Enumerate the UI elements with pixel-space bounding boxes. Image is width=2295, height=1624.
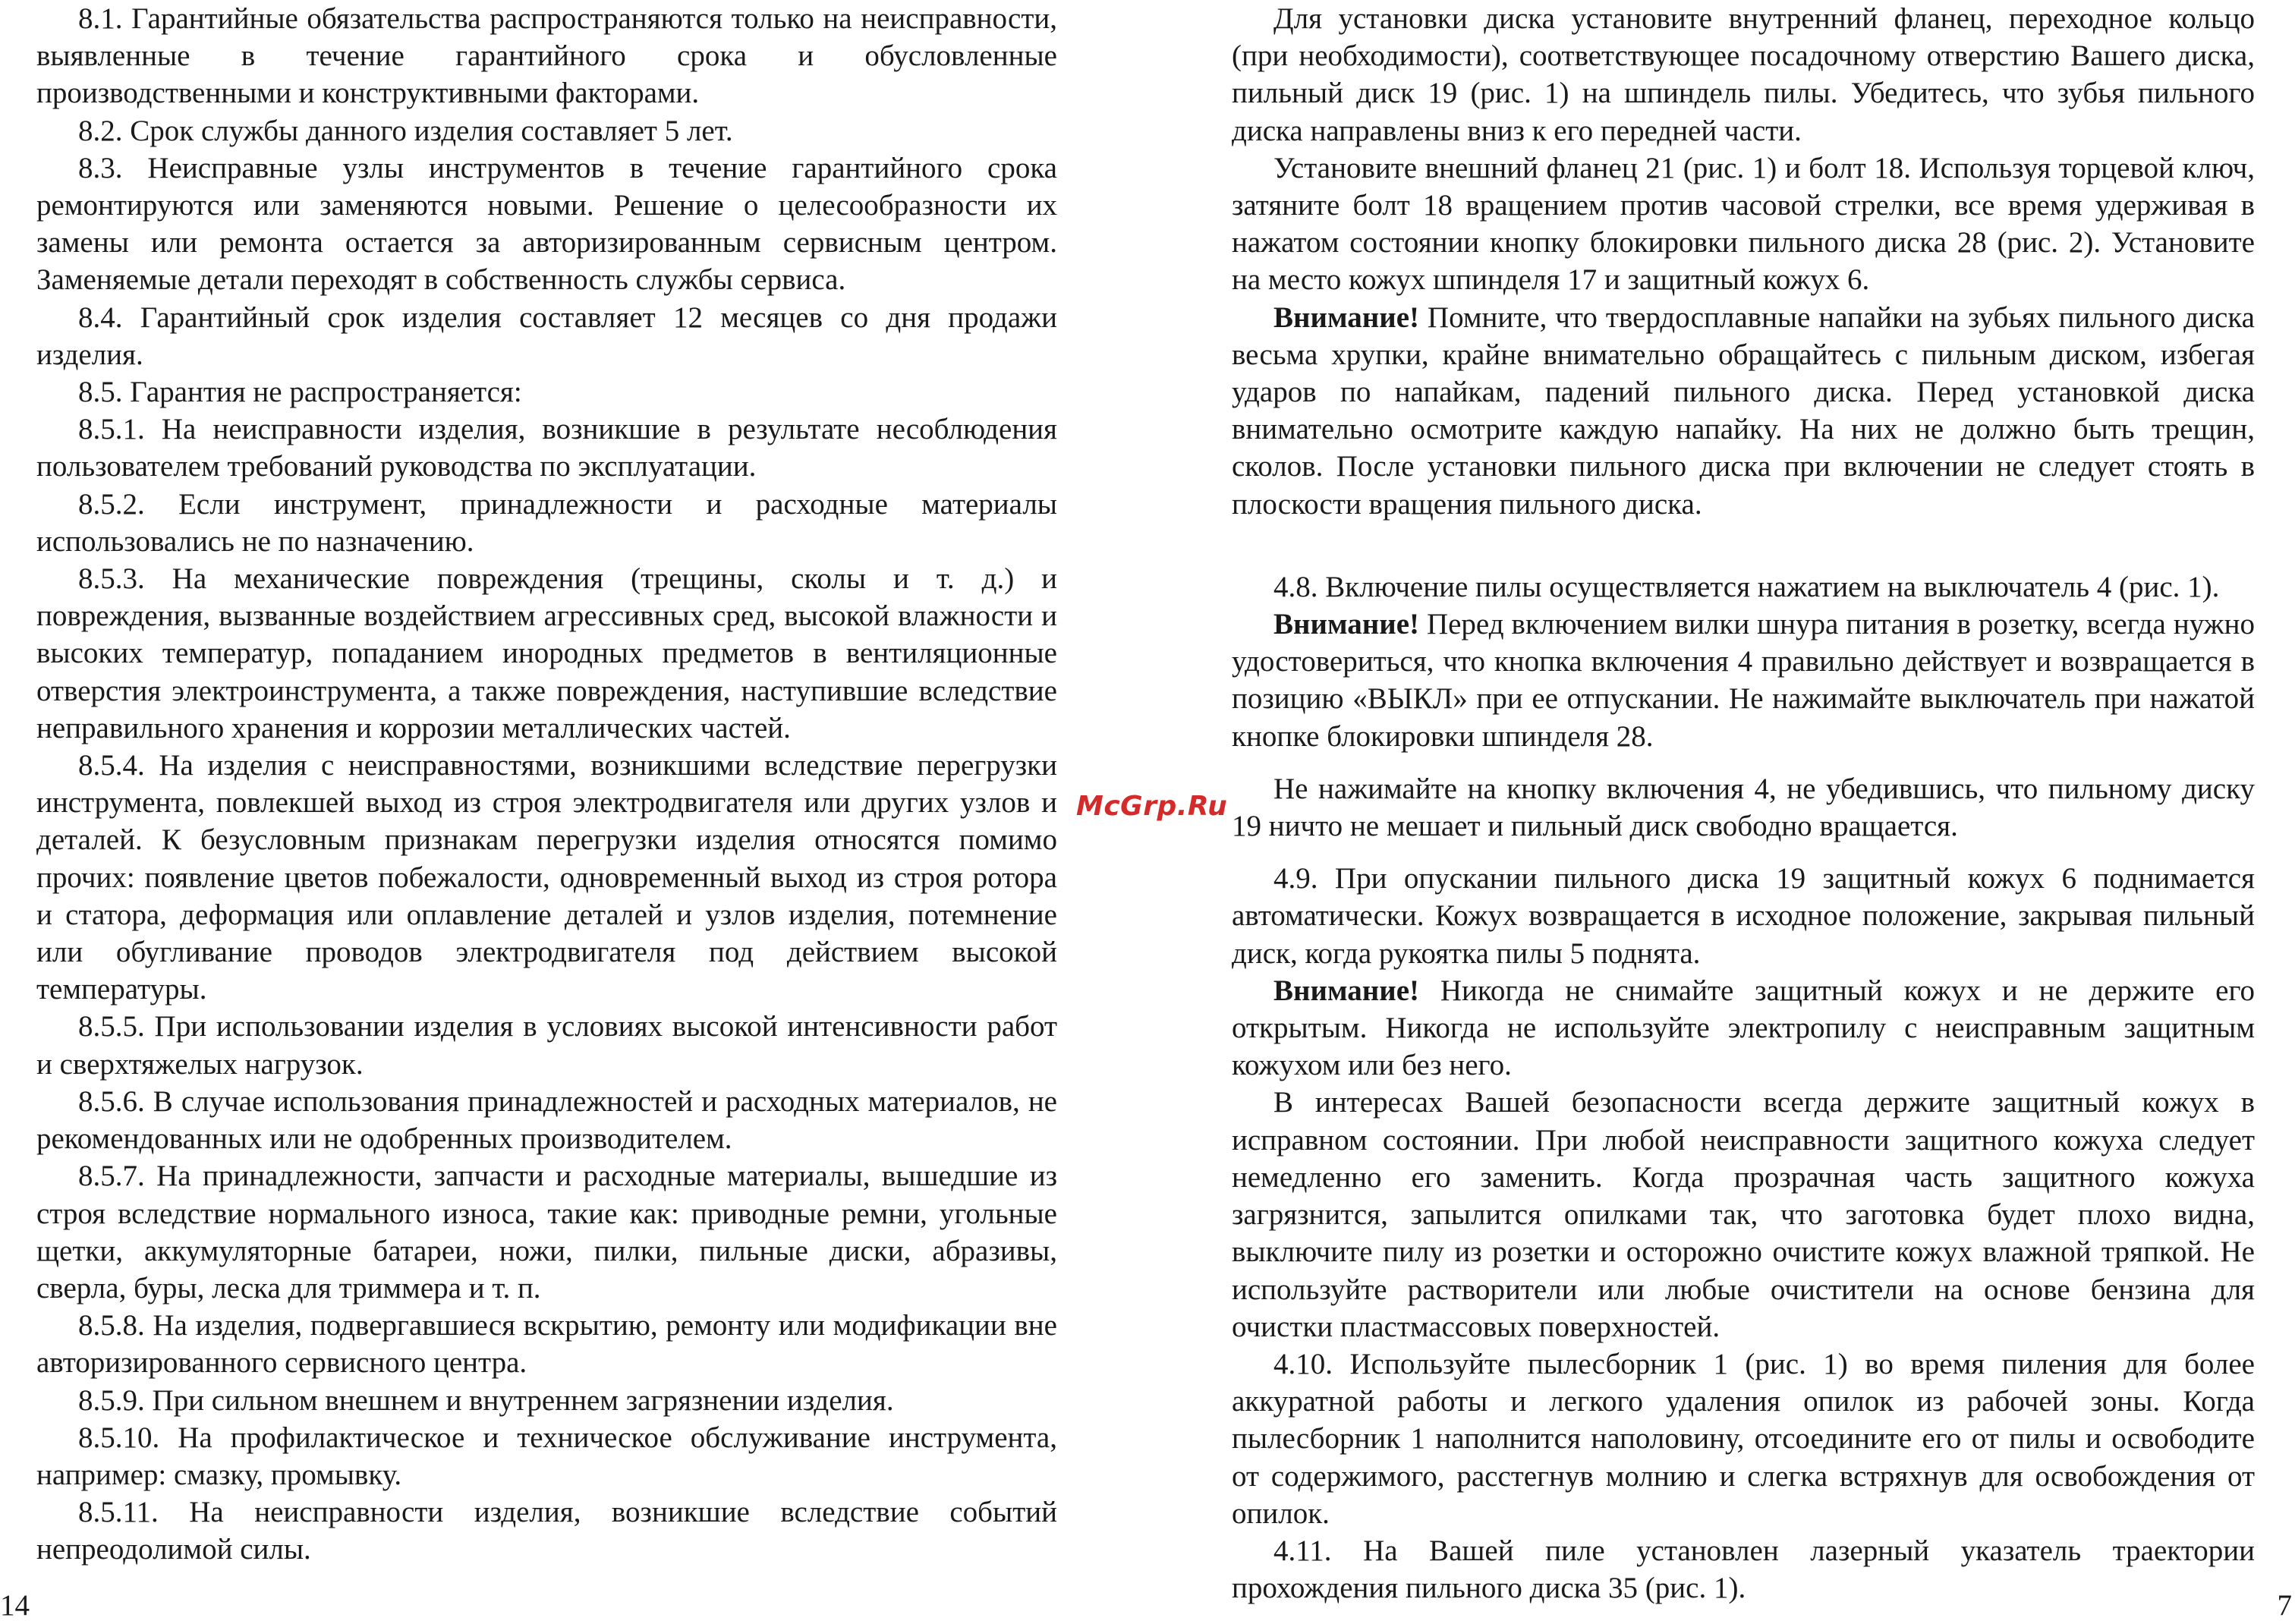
page-number-right: 7 [2277, 1589, 2292, 1622]
paragraph: 4.9. При опускании пильного диска 19 защитный кожух 6 поднимается автоматически. Кожух возвращается в исходное положение, закрывая пильный диск, когда рукоятка пилы 5 поднята. [1232, 862, 2255, 970]
paragraph: 8.5.10. На профилактическое и техническое обслуживание инструмента, например: смазку, промывку. [36, 1421, 1057, 1491]
paragraph: 8.5.7. На принадлежности, запчасти и расходные материалы, вышедшие из строя вследствие нормального износа, такие как: приводные ремни, угольные щетки, аккумуляторные батареи, ножи, пилки, пильные диски, абразивы, сверла, буры, леска для триммера и т. п. [36, 1160, 1057, 1305]
warning-label: Внимание! [1273, 301, 1419, 334]
warning-paragraph [1232, 606, 2255, 755]
paragraph: В интересах Вашей безопасности всегда держите защитный кожух в исправном состоянии. При любой неисправности защитного кожуха следует немедленно его заменить. Когда прозрачная часть защитного кожуха загрязнится, запылится опилками так, что заготовка будет плохо видна, выключите пилу из розетки и осторожно очистите кожух влажной тряпкой. Не используйте растворители или любые очистители на основе бензина для очистки пластмассовых поверхностей. [1232, 1086, 2255, 1343]
paragraph: 8.5.2. Если инструмент, принадлежности и расходные материалы использовались не по назначению. [36, 487, 1057, 558]
paragraph: Для установки диска установите внутренний фланец, переходное кольцо (при необходимости), соответствующее посадочному отверстию Вашего диска, пильный диск 19 (рис. 1) на шпиндель пилы. Убедитесь, что зубья пильного диска направлены вниз к его передней части. [1232, 2, 2255, 147]
paragraph: Установите внешний фланец 21 (рис. 1) и болт 18. Используя торцевой ключ, затяните болт 18 вращением против часовой стрелки, все время удерживая в нажатом состоянии кнопку блокировки пильного диска 28 (рис. 2). Установите на место кожух шпинделя 17 и защитный кожух 6. [1232, 151, 2255, 297]
paragraph: 8.5.9. При сильном внешнем и внутреннем загрязнении изделия. [78, 1383, 894, 1417]
warning-text: Помните, что твердосплавные напайки на зубьях пильного диска весьма хрупки, крайне внимательно обращайтесь с пильным диском, избегая ударов по напайкам, падений пильного диска. Перед установкой диска внимательно осмотрите каждую напайку. На них не должно быть трещин, сколов. После установки пильного диска при включении не следует стоять в плоскости вращения пильного диска. [1232, 301, 2255, 521]
paragraph: 8.4. Гарантийный срок изделия составляет 12 месяцев со дня продажи изделия. [36, 301, 1057, 371]
watermark-logo: McGrp.Ru [1076, 791, 1228, 822]
warning-paragraph [1232, 299, 2255, 523]
paragraph: 8.5.3. На механические повреждения (трещины, сколы и т. д.) и повреждения, вызванные воздействием агрессивных сред, высокой влажности и высоких температур, попаданием инородных предметов в вентиляционные отверстия электроинструмента, а также повреждения, наступившие вследствие неправильного хранения и коррозии металлических частей. [36, 562, 1057, 744]
paragraph: 8.5.8. На изделия, подвергавшиеся вскрытию, ремонту или модификации вне авторизированного сервисного центра. [36, 1309, 1057, 1380]
warning-text: Перед включением вилки шнура питания в розетку, всегда нужно удостовериться, что кнопка включения 4 правильно действует и возвращается в позицию «ВЫКЛ» при ее отпускании. Не нажимайте выключатель при нажатой кнопке блокировки шпинделя 28. [1232, 608, 2255, 753]
paragraph: 8.5.1. На неисправности изделия, возникшие в результате несоблюдения пользователем требований руководства по эксплуатации. [36, 413, 1057, 483]
page-number-left: 14 [0, 1589, 30, 1622]
paragraph: 8.3. Неисправные узлы инструментов в течение гарантийного срока ремонтируются или заменяются новыми. Решение о целесообразности их замены или ремонта остается за авторизированным сервисным центром. Заменяемые детали переходят в собственность службы сервиса. [36, 151, 1057, 297]
paragraph: 8.2. Срок службы данного изделия составляет 5 лет. [78, 114, 733, 147]
warning-paragraph [1232, 972, 2255, 1084]
warning-label: Внимание! [1273, 608, 1419, 641]
right-page [1232, 0, 2255, 1607]
paragraph: 4.11. На Вашей пиле установлен лазерный указатель траектории прохождения пильного диска 35 (рис. 1). [1232, 1534, 2255, 1605]
paragraph: 4.8. Включение пилы осуществляется нажатием на выключатель 4 (рис. 1). [1273, 570, 2220, 603]
paragraph: 8.5.6. В случае использования принадлежностей и расходных материалов, не рекомендованных или не одобренных производителем. [36, 1084, 1057, 1156]
paragraph: 8.5. Гарантия не распространяется: [78, 376, 522, 409]
warning-label: Внимание! [1273, 974, 1419, 1007]
warning-text: Никогда не снимайте защитный кожух и не держите его открытым. Никогда не используйте электропилу с неисправным защитным кожухом или без него. [1232, 974, 2255, 1082]
paragraph: 4.10. Используйте пылесборник 1 (рис. 1) во время пиления для более аккуратной работы и легкого удаления опилок из рабочей зоны. Когда пылесборник 1 наполнится наполовину, отсоедините его от пилы и освободите от содержимого, расстегнув молнию и слегка встряхнув для освобождения от опилок. [1232, 1347, 2255, 1530]
paragraph: 8.5.11. На неисправности изделия, возникшие вследствие событий непреодолимой силы. [36, 1496, 1057, 1566]
paragraph: 8.5.4. На изделия с неисправностями, возникшими вследствие перегрузки инструмента, повлекшей выход из строя электродвигателя или других узлов и деталей. К безусловным признакам перегрузки изделия относятся помимо прочих: появление цветов побежалости, одновременный выход из строя ротора и статора, деформация или оплавление деталей и узлов изделия, потемнение или обугливание проводов электродвигателя под действием высокой температуры. [36, 749, 1057, 1006]
paragraph: 8.5.5. При использовании изделия в условиях высокой интенсивности работ и сверхтяжелых нагрузок. [36, 1010, 1057, 1081]
paragraph: 8.1. Гарантийные обязательства распространяются только на неисправности, выявленные в течение гарантийного срока и обусловленные производственными и конструктивными факторами. [36, 2, 1057, 110]
paragraph: Не нажимайте на кнопку включения 4, не убедившись, что пильному диску 19 ничто не мешает и пильный диск свободно вращается. [1232, 772, 2255, 843]
left-page [36, 0, 1057, 1569]
